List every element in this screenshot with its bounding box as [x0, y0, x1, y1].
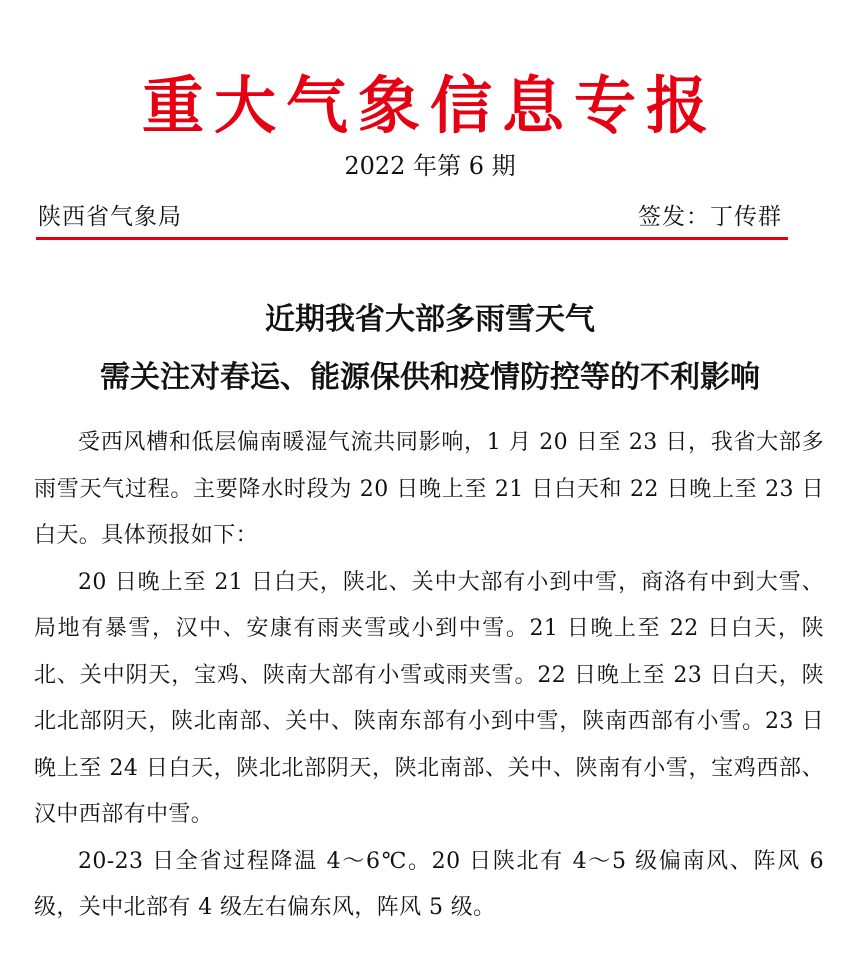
publisher-name: 陕西省气象局 — [38, 204, 182, 230]
headline-line-2: 需关注对春运、能源保供和疫情防控等的不利影响 — [100, 360, 760, 395]
signer-name: 签发：丁传群 — [638, 204, 782, 230]
paragraph-intro: 受西风槽和低层偏南暖湿气流共同影响，1 月 20 日至 23 日，我省大部多雨雪天气过程。主要降水时段为 20 日晚上至 21 日白天和 22 日晚上至 23 日白天。具体预报如下： — [34, 430, 824, 548]
paragraph-temperature-wind: 20-23 日全省过程降温 4～6℃。20 日陕北有 4～5 级偏南风、阵风 6 级，关中北部有 4 级左右偏东风，阵风 5 级。 — [34, 848, 824, 920]
paragraph-forecast: 20 日晚上至 21 日白天，陕北、关中大部有小到中雪，商洛有中到大雪、局地有暴雪，汉中、安康有雨夹雪或小到中雪。21 日晚上至 22 日白天，陕北、关中阴天，宝鸡、陕南大部有小雪或雨夹雪。22 日晚上至 23 日白天，陕北北部阴天，陕北南部、关中、陕南东部有小到中雪，陕南西部有小雪。23 日晚上至 24 日白天，陕北北部阴天，陕北南部、关中、陕南有小雪，宝鸡西部、汉中西部有中雪。 — [34, 569, 824, 827]
header-divider — [36, 237, 788, 240]
masthead-title: 重大气象信息专报 — [141, 69, 718, 142]
body-text — [34, 420, 824, 932]
issue-number: 2022 年第 6 期 — [344, 152, 516, 180]
headline-line-1: 近期我省大部多雨雪天气 — [265, 302, 595, 337]
